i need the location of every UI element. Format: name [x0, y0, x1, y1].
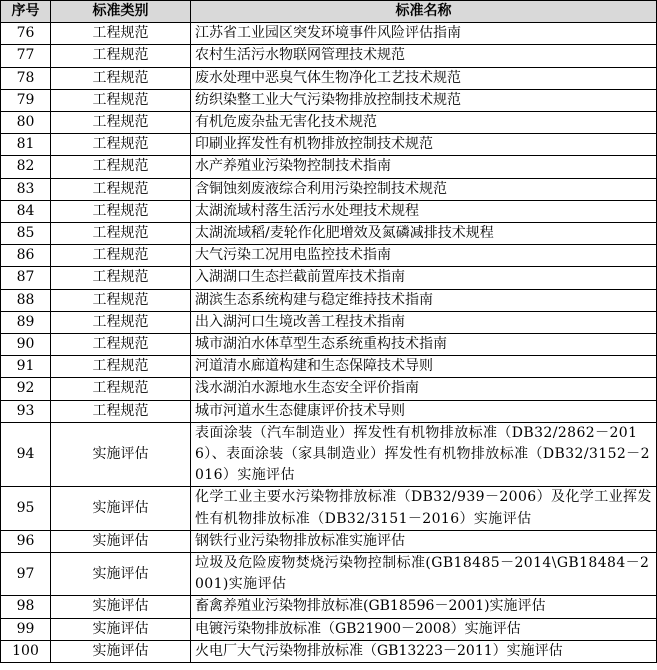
- row-standard-name: 钢铁行业污染物排放标准实施评估: [191, 530, 657, 552]
- row-serial-no: 84: [1, 200, 51, 222]
- table-row: [1, 178, 657, 200]
- table-row: [1, 112, 657, 134]
- row-category: 工程规范: [51, 45, 191, 67]
- table-row: [1, 334, 657, 356]
- table-row: [1, 156, 657, 178]
- table-row: [1, 200, 657, 222]
- row-serial-no: 85: [1, 223, 51, 245]
- row-serial-no: 91: [1, 356, 51, 378]
- row-serial-no: 81: [1, 134, 51, 156]
- table-row: [1, 267, 657, 289]
- table-row: [1, 530, 657, 552]
- table-row: [1, 23, 657, 45]
- row-standard-name: 大气污染工况用电监控技术指南: [191, 245, 657, 267]
- row-category: 工程规范: [51, 245, 191, 267]
- row-serial-no: 95: [1, 487, 51, 530]
- table-row: [1, 45, 657, 67]
- row-standard-name: 火电厂大气污染物排放标准（GB13223－2011）实施评估: [191, 640, 657, 662]
- row-serial-no: 98: [1, 596, 51, 618]
- table-row: [1, 422, 657, 487]
- row-serial-no: 97: [1, 553, 51, 596]
- row-standard-name: 废水处理中恶臭气体生物净化工艺技术规范: [191, 67, 657, 89]
- table-row: [1, 640, 657, 662]
- row-standard-name: 纺织染整工业大气污染物排放控制技术规范: [191, 89, 657, 111]
- row-category: 工程规范: [51, 200, 191, 222]
- row-category: 工程规范: [51, 400, 191, 422]
- table-header-row: [1, 1, 657, 23]
- row-standard-name: 太湖流域稻/麦轮作化肥增效及氮磷减排技术规程: [191, 223, 657, 245]
- row-standard-name: 表面涂装（汽车制造业）挥发性有机物排放标准（DB32/2862－2016）、表面涂装（家具制造业）挥发性有机物排放标准（DB32/3152－2016）实施评估: [191, 422, 657, 487]
- row-standard-name: 含铜蚀刻废液综合利用污染控制技术规范: [191, 178, 657, 200]
- row-serial-no: 99: [1, 618, 51, 640]
- row-standard-name: 有机危废杂盐无害化技术规范: [191, 112, 657, 134]
- row-standard-name: 电镀污染物排放标准（GB21900－2008）实施评估: [191, 618, 657, 640]
- row-category: 工程规范: [51, 156, 191, 178]
- row-serial-no: 82: [1, 156, 51, 178]
- row-serial-no: 88: [1, 289, 51, 311]
- row-serial-no: 96: [1, 530, 51, 552]
- row-category: 实施评估: [51, 640, 191, 662]
- row-standard-name: 河道清水廊道构建和生态保障技术导则: [191, 356, 657, 378]
- row-serial-no: 87: [1, 267, 51, 289]
- row-serial-no: 94: [1, 422, 51, 487]
- row-category: 工程规范: [51, 112, 191, 134]
- row-category: 工程规范: [51, 89, 191, 111]
- row-serial-no: 93: [1, 400, 51, 422]
- row-category: 实施评估: [51, 596, 191, 618]
- row-serial-no: 80: [1, 112, 51, 134]
- row-standard-name: 入湖湖口生态拦截前置库技术指南: [191, 267, 657, 289]
- row-standard-name: 城市河道水生态健康评价技术导则: [191, 400, 657, 422]
- row-standard-name: 畜禽养殖业污染物排放标准(GB18596－2001)实施评估: [191, 596, 657, 618]
- row-standard-name: 垃圾及危险废物焚烧污染物控制标准(GB18485－2014\GB18484－2001)实施评估: [191, 553, 657, 596]
- header-standard-name: 标准名称: [191, 1, 657, 23]
- row-category: 实施评估: [51, 553, 191, 596]
- row-serial-no: 89: [1, 311, 51, 333]
- table-row: [1, 553, 657, 596]
- row-category: 实施评估: [51, 618, 191, 640]
- row-standard-name: 农村生活污水物联网管理技术规范: [191, 45, 657, 67]
- header-serial-no: 序号: [1, 1, 51, 23]
- table-body: [1, 23, 657, 663]
- row-standard-name: 江苏省工业园区突发环境事件风险评估指南: [191, 23, 657, 45]
- row-category: 实施评估: [51, 422, 191, 487]
- table-row: [1, 378, 657, 400]
- row-category: 工程规范: [51, 23, 191, 45]
- row-standard-name: 城市湖泊水体草型生态系统重构技术指南: [191, 334, 657, 356]
- row-category: 工程规范: [51, 289, 191, 311]
- row-category: 工程规范: [51, 134, 191, 156]
- table-row: [1, 596, 657, 618]
- table-row: [1, 400, 657, 422]
- table-row: [1, 311, 657, 333]
- table-row: [1, 89, 657, 111]
- header-category: 标准类别: [51, 1, 191, 23]
- row-standard-name: 化学工业主要水污染物排放标准（DB32/939－2006）及化学工业挥发性有机物排放标准（DB32/3151－2016）实施评估: [191, 487, 657, 530]
- row-serial-no: 78: [1, 67, 51, 89]
- table-row: [1, 356, 657, 378]
- table-row: [1, 67, 657, 89]
- row-category: 工程规范: [51, 178, 191, 200]
- row-category: 工程规范: [51, 67, 191, 89]
- row-category: 工程规范: [51, 356, 191, 378]
- row-category: 工程规范: [51, 267, 191, 289]
- table-row: [1, 618, 657, 640]
- table-row: [1, 223, 657, 245]
- row-standard-name: 湖滨生态系统构建与稳定维持技术指南: [191, 289, 657, 311]
- row-serial-no: 90: [1, 334, 51, 356]
- row-category: 工程规范: [51, 311, 191, 333]
- table-row: [1, 487, 657, 530]
- row-serial-no: 100: [1, 640, 51, 662]
- row-standard-name: 水产养殖业污染物控制技术指南: [191, 156, 657, 178]
- row-standard-name: 出入湖河口生境改善工程技术指南: [191, 311, 657, 333]
- row-serial-no: 86: [1, 245, 51, 267]
- table-row: [1, 289, 657, 311]
- row-serial-no: 77: [1, 45, 51, 67]
- row-category: 工程规范: [51, 223, 191, 245]
- row-category: 工程规范: [51, 378, 191, 400]
- table-row: [1, 134, 657, 156]
- row-standard-name: 浅水湖泊水源地水生态安全评价指南: [191, 378, 657, 400]
- row-standard-name: 印刷业挥发性有机物排放控制技术规范: [191, 134, 657, 156]
- row-serial-no: 83: [1, 178, 51, 200]
- row-category: 实施评估: [51, 530, 191, 552]
- table-row: [1, 245, 657, 267]
- row-category: 实施评估: [51, 487, 191, 530]
- row-serial-no: 92: [1, 378, 51, 400]
- row-standard-name: 太湖流域村落生活污水处理技术规程: [191, 200, 657, 222]
- row-serial-no: 79: [1, 89, 51, 111]
- row-serial-no: 76: [1, 23, 51, 45]
- row-category: 工程规范: [51, 334, 191, 356]
